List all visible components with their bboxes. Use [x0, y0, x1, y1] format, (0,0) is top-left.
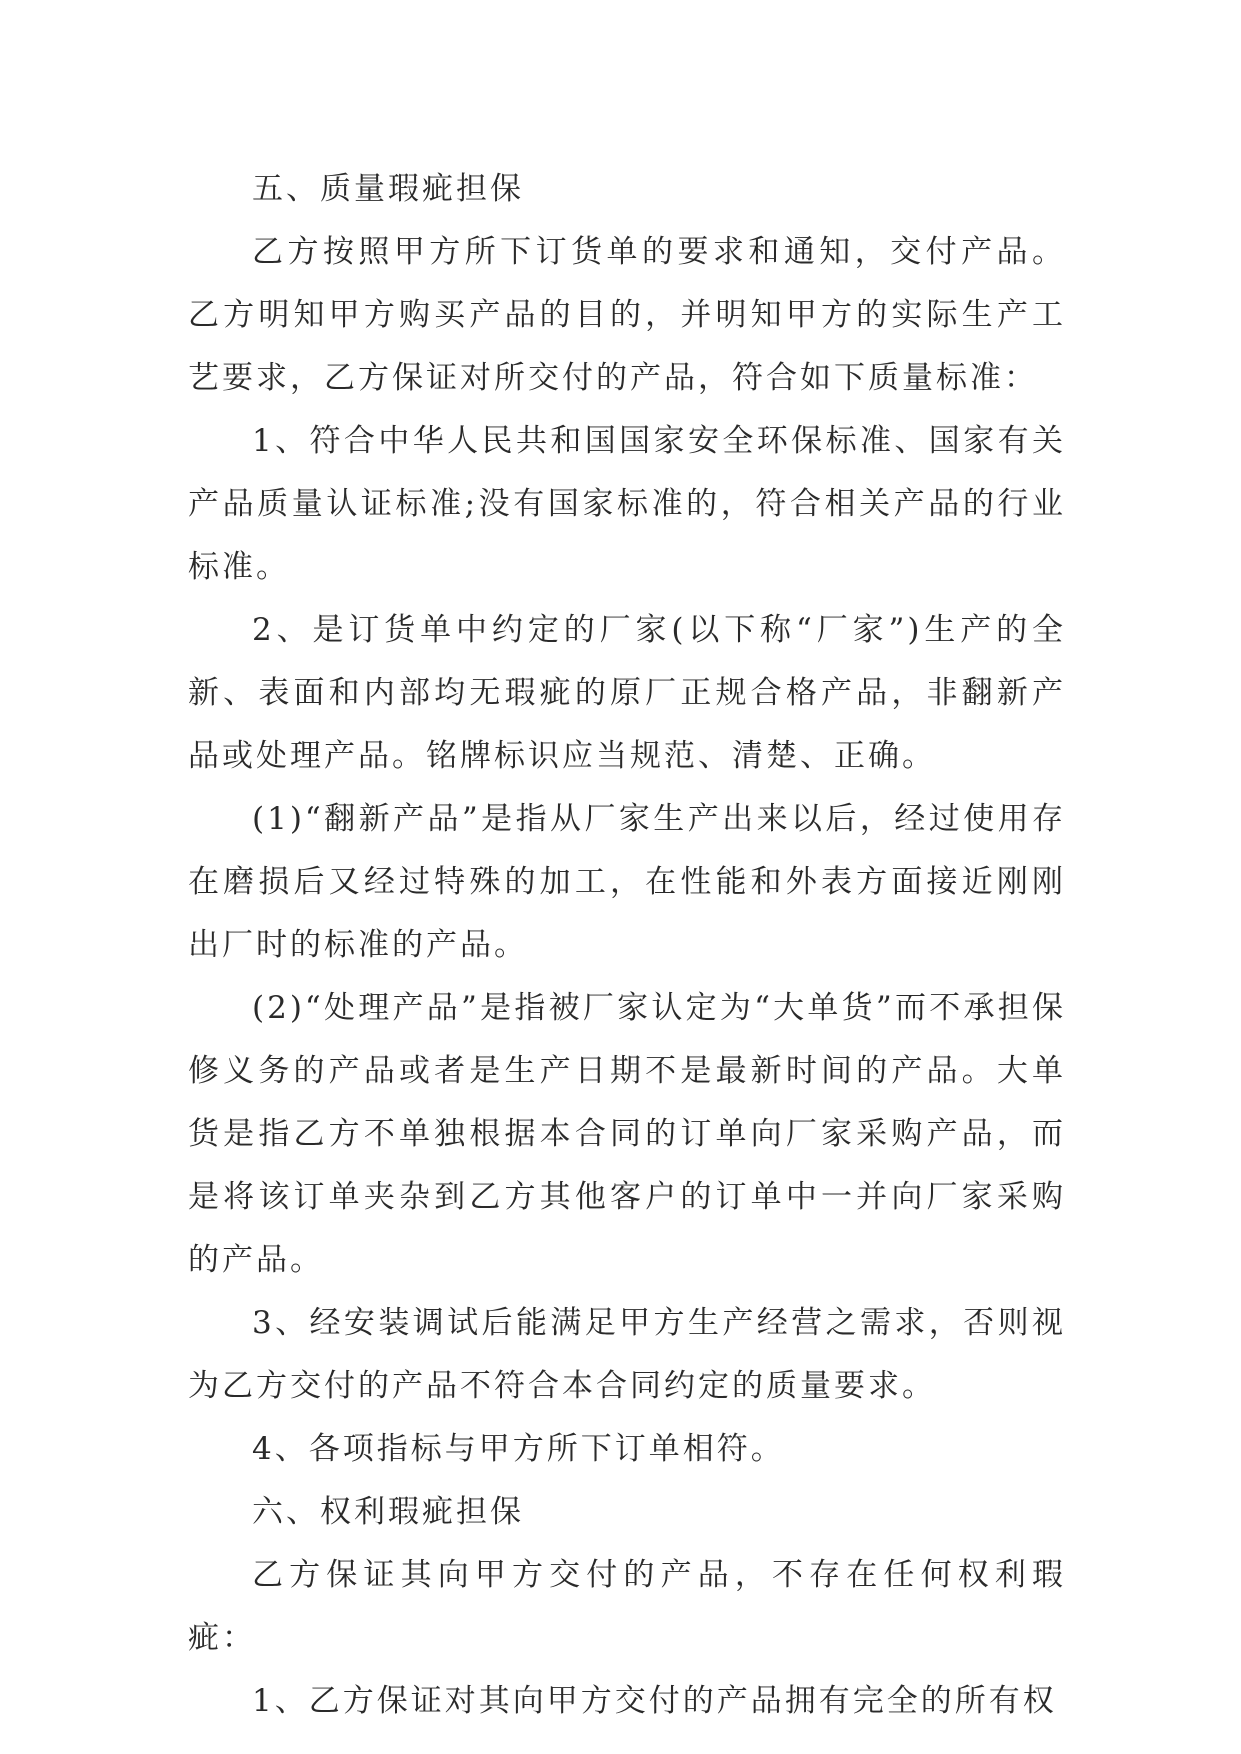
list-item-order-conformity: 4、各项指标与甲方所下订单相符。 — [252, 1431, 785, 1467]
list-item-national-standards: 1、符合中华人民共和国国家安全环保标准、国家有关产品质量认证标准;没有国家标准的，符合相关产品的行业标准。 — [188, 423, 1066, 585]
list-item-original-products: 2、是订货单中约定的厂家(以下称“厂家”)生产的全新、表面和内部均无瑕疵的原厂正规合格产品，非翻新产品或处理产品。铭牌标识应当规范、清楚、正确。 — [188, 612, 1066, 774]
sub-item-refurbished-definition: (1)“翻新产品”是指从厂家生产出来以后，经过使用存在磨损后又经过特殊的加工，在性能和外表方面接近刚刚出厂时的标准的产品。 — [188, 801, 1066, 963]
section-paragraph-rights-intro: 乙方保证其向甲方交付的产品，不存在任何权利瑕疵： — [188, 1557, 1066, 1656]
section-heading-quality-warranty: 五、质量瑕疵担保 — [252, 171, 524, 207]
list-item-ownership: 1、乙方保证对其向甲方交付的产品拥有完全的所有权 — [252, 1683, 1057, 1719]
section-heading-rights-warranty: 六、权利瑕疵担保 — [252, 1494, 524, 1530]
list-item-installation-requirement: 3、经安装调试后能满足甲方生产经营之需求，否则视为乙方交付的产品不符合本合同约定的质量要求。 — [188, 1305, 1066, 1404]
document-body — [188, 158, 1066, 1733]
section-paragraph-quality-intro: 乙方按照甲方所下订货单的要求和通知，交付产品。乙方明知甲方购买产品的目的，并明知甲方的实际生产工艺要求，乙方保证对所交付的产品，符合如下质量标准： — [188, 234, 1066, 396]
sub-item-processed-definition: (2)“处理产品”是指被厂家认定为“大单货”而不承担保修义务的产品或者是生产日期不是最新时间的产品。大单货是指乙方不单独根据本合同的订单向厂家采购产品，而是将该订单夹杂到乙方其他客户的订单中一并向厂家采购的产品。 — [188, 990, 1066, 1278]
